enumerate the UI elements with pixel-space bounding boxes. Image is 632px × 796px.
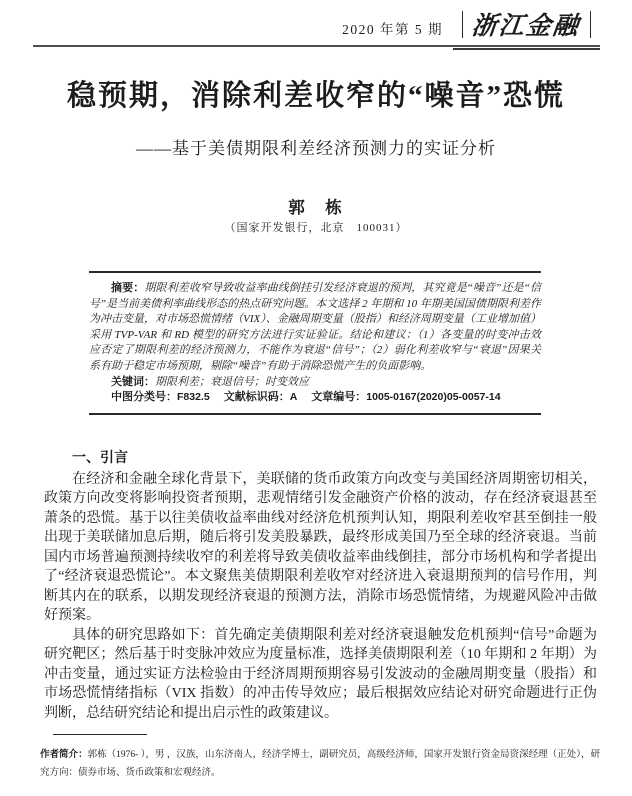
article-no-label: 文章编号：: [311, 391, 367, 404]
article-no-value: 1005-0167(2020)05-0057-14: [366, 391, 501, 404]
doc-code-value: A: [289, 391, 298, 404]
journal-logo-block: [453, 6, 600, 45]
logo-left-bar: [462, 11, 464, 38]
keywords-label: 关键词：: [111, 375, 155, 388]
keywords-text: 期限利差；衰退信号；时变效应: [155, 375, 309, 388]
page-header: [33, 0, 600, 47]
abstract-text: 期限利差收窄导致收益率曲线倒挂引发经济衰退的预判，其究竟是“噪音”还是“信号”是当前美债利率曲线形态的热点研究问题。本文选择 2 年期和 10 年期美国国债期限利差作为冲击变量，对市场恐慌情绪（VIX）、金融周期变量（股指）和经济周期变量（工业增加值）采用 TVP-VAR 和 RD 模型的研究方法进行实证验证。结论和建议：（1）各变量的时变冲击效应否定了期限利差的经济预测力，不能作为衰退“信号”；（2）弱化利差收窄与“衰退”因果关系有助于稳定市场预期，剔除“噪音”有助于消除恐慌产生的负面影响。: [89, 282, 541, 372]
intro-paragraph-1: 在经济和金融全球化背景下，美联储的货币政策方向改变与美国经济周期密切相关，政策方向改变将影响投资者预期，悲观情绪引发金融资产价格的波动，存在经济衰退甚至萧条的恐慌。基于以往美债收益率曲线对经济危机预判认知，期限利差收窄甚至倒挂一般出现于美联储加息后期，随后将引发美股暴跌，最终形成美国乃至全球的经济衰退。当前国内市场普遍预测持续收窄的利差将导致美债收益率曲线倒挂，部分市场机构和学者提出了“经济衰退恐慌论”。本文聚焦美债期限利差收窄对经济进入衰退期预判的信号作用，判断其内在的联系，以期发现经济衰退的预测方法，消除市场恐慌情绪，为规避风险冲击做好预案。: [44, 471, 597, 623]
paper-subtitle: ——基于美债期限利差经济预测力的实证分析: [136, 139, 496, 158]
journal-issue: 2020 年第 5 期: [342, 22, 443, 37]
author-name: 郭 栋: [288, 198, 344, 217]
clc-label: 中图分类号：: [111, 391, 177, 404]
author-bio-text: 郭栋（1976- ），男 ，汉族，山东济南人，经济学博士，副研究员，高级经济师，国家开发银行资金局资深经理（正处），研究方向：债券市场、货币政策和宏观经济。: [40, 750, 600, 778]
journal-logo: 浙江金融: [470, 13, 582, 40]
author-bio: [40, 746, 600, 782]
abstract-label: 摘要：: [111, 282, 145, 294]
classification-line: [89, 390, 541, 406]
logo-underline: [453, 48, 600, 50]
paper-title: 稳预期，消除利差收窄的“噪音”恐慌: [66, 80, 565, 112]
clc-value: F832.5: [177, 391, 210, 404]
author-affiliation: （国家开发银行，北京 100031）: [224, 222, 408, 234]
abstract-paragraph: [89, 281, 541, 375]
intro-paragraph-2: 具体的研究思路如下：首先确定美债期限利差对经济衰退触发危机预判“信号”命题为研究靶区；然后基于时变脉冲效应为度量标准，选择美债期限利差（10 年期和 2 年期）为冲击变量，通过实证方法检验由于经济周期预期容易引发波动的金融周期变量（股指）和市场恐慌情绪指标（VIX 指数）的冲击传导效应；最后根据效应结论对研究命题进行正伪判断，总结研究结论和提出启示性的政策建议。: [44, 627, 597, 721]
doc-code-label: 文献标识码：: [223, 391, 290, 404]
abstract-box: [89, 271, 541, 415]
footnote-divider: [53, 734, 147, 735]
section-heading-introduction: 一、引言: [72, 449, 128, 465]
keywords-line: [89, 375, 541, 391]
author-bio-label: 作者简介：: [40, 750, 88, 760]
logo-right-bar: [590, 11, 592, 38]
article-body: [44, 448, 597, 723]
